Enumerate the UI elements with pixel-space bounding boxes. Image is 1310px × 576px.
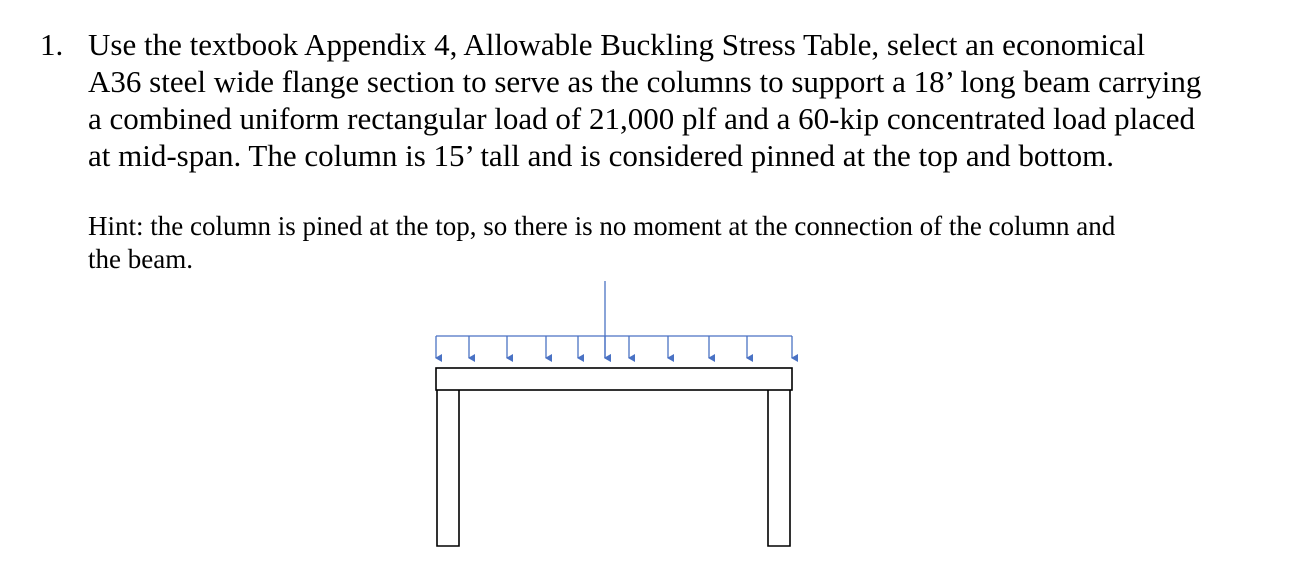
problem-line-1: Use the textbook Appendix 4, Allowable Buckling Stress Table, select an economical	[88, 27, 1146, 62]
uniform-load-arrows	[436, 336, 792, 358]
problem-line-4: at mid-span. The column is 15’ tall and is considered pinned at the top and bottom.	[88, 138, 1114, 173]
beam	[436, 368, 792, 390]
problem-number: 1.	[40, 27, 64, 62]
left-column	[437, 390, 459, 546]
hint-line-2: the beam.	[88, 244, 193, 274]
right-column	[768, 390, 790, 546]
problem-line-3: a combined uniform rectangular load of 21,000 plf and a 60-kip concentrated load placed	[88, 101, 1195, 136]
problem-line-2: A36 steel wide flange section to serve as the columns to support a 18’ long beam carrying	[88, 64, 1202, 99]
hint-line-1: Hint: the column is pined at the top, so there is no moment at the connection of the column and	[88, 211, 1116, 241]
